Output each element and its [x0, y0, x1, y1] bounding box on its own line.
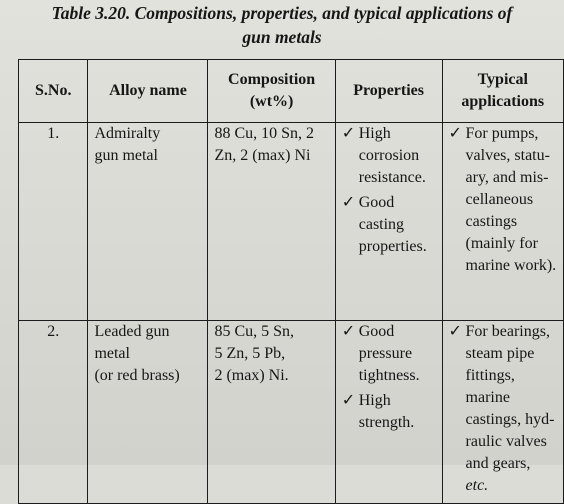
cell-properties — [335, 123, 442, 321]
alloy-name-line: Admiralty — [94, 125, 161, 142]
header-composition — [208, 60, 335, 123]
application-line: valves, statu- — [465, 147, 550, 164]
application-line-etc: etc. — [465, 477, 489, 494]
table-row — [19, 321, 564, 504]
properties-list — [342, 123, 436, 258]
property-line: tightness. — [358, 367, 420, 384]
cell-composition — [208, 321, 335, 504]
table-header-row — [19, 60, 564, 123]
header-applications-line-1: Typical — [477, 71, 528, 88]
header-composition-line-1: Composition — [228, 71, 316, 88]
alloy-name-line: Leaded gun — [94, 323, 170, 340]
checkmark-icon: ✓ — [341, 323, 356, 340]
checkmark-icon: ✓ — [448, 125, 462, 142]
composition-line: 88 Cu, 10 Sn, 2 — [214, 125, 315, 142]
table-caption — [0, 1, 564, 49]
application-line: steam pipe — [465, 345, 535, 362]
header-sno: S.No. — [19, 60, 88, 123]
cell-properties — [335, 321, 442, 504]
gun-metals-table — [18, 59, 564, 504]
alloy-name-line: gun metal — [94, 147, 158, 164]
property-line: Good — [358, 323, 395, 340]
property-line: pressure — [358, 345, 413, 362]
property-line: corrosion — [358, 147, 420, 164]
checkmark-icon: ✓ — [341, 194, 356, 211]
application-item — [449, 123, 557, 277]
application-line: marine — [465, 389, 510, 406]
alloy-name-line: (or red brass) — [94, 367, 180, 384]
cell-composition — [208, 123, 335, 321]
properties-list — [342, 321, 436, 434]
application-line: cellaneous — [465, 191, 534, 208]
application-line: (mainly for — [465, 235, 538, 252]
application-line: raulic valves — [465, 433, 547, 450]
property-line: High — [358, 392, 391, 409]
header-composition-line-2: (wt%) — [249, 93, 294, 110]
composition-line: 2 (max) Ni. — [214, 367, 289, 384]
application-line: fittings, — [465, 367, 515, 384]
property-item — [342, 321, 436, 387]
property-item — [342, 390, 436, 434]
composition-line: 85 Cu, 5 Sn, — [214, 323, 295, 340]
property-line: Good — [358, 194, 395, 211]
header-applications — [442, 60, 563, 123]
application-line: castings, hyd- — [465, 411, 555, 428]
header-alloy-name: Alloy name — [88, 60, 208, 123]
applications-list — [449, 321, 557, 497]
property-line: High — [358, 125, 391, 142]
cell-applications — [442, 321, 563, 504]
cell-sno: 2. — [19, 321, 88, 504]
application-line: and gears, — [465, 455, 531, 472]
caption-line-2: gun metals — [242, 27, 322, 47]
alloy-name-line: metal — [94, 345, 130, 362]
application-item — [449, 321, 557, 497]
cell-alloy-name — [88, 321, 208, 504]
header-applications-line-2: applications — [461, 93, 545, 110]
property-item — [342, 123, 436, 189]
cell-sno: 1. — [19, 123, 88, 321]
cell-applications — [442, 123, 563, 321]
checkmark-icon: ✓ — [448, 323, 462, 340]
application-line: For bearings, — [465, 323, 550, 340]
property-line: resistance. — [358, 169, 426, 186]
header-properties: Properties — [335, 60, 442, 123]
application-line: marine work). — [465, 257, 557, 274]
property-line: properties. — [358, 238, 427, 255]
checkmark-icon: ✓ — [341, 392, 356, 409]
property-item — [342, 192, 436, 258]
property-line: strength. — [358, 414, 415, 431]
application-line: For pumps, — [465, 125, 539, 142]
composition-line: 5 Zn, 5 Pb, — [214, 345, 286, 362]
application-line: castings — [465, 213, 518, 230]
application-line: ary, and mis- — [465, 169, 549, 186]
composition-line: Zn, 2 (max) Ni — [214, 147, 311, 164]
cell-alloy-name — [88, 123, 208, 321]
property-line: casting — [358, 216, 405, 233]
checkmark-icon: ✓ — [341, 125, 356, 142]
caption-line-1: Table 3.20. Compositions, properties, and typical applications of — [51, 3, 513, 23]
applications-list — [449, 123, 557, 277]
table-row — [19, 123, 564, 321]
